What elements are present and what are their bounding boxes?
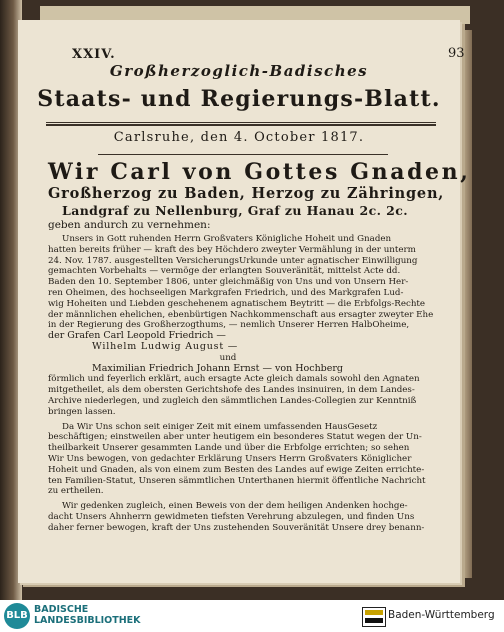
body-line: in der Regierung des Großherzogthums, — nemlich Unserer Herren HalbOheime, xyxy=(48,320,410,331)
body-line: Wir gedenken zugleich, einen Beweis von der dem heiligen Andenken hochge- xyxy=(62,501,408,512)
body-line: Da Wir Uns schon seit einiger Zeit mit einem umfassenden HausGesetz xyxy=(62,421,378,432)
issue-number: XXIV. xyxy=(72,47,116,62)
masthead-rule xyxy=(46,122,436,123)
decree-heading-line-4: geben andurch zu vernehmen: xyxy=(48,219,211,231)
body-line: beschäftigen; einstweilen aber unter heutigem ein besonderes Statut wegen der Un- xyxy=(48,432,422,443)
body-line: Wir Uns bewogen, von gedachter Erklärung Unsers Herrn Großvaters Königlicher xyxy=(48,453,412,464)
body-line: mitgetheilet, als dem obersten Gerichtshofe des Landes insinuiren, in dem Landes- xyxy=(48,385,415,396)
state-coat-of-arms-icon xyxy=(362,607,386,627)
page-stack-edge xyxy=(460,30,472,578)
body-line: ten Familien-Statut, Unseren sämmtlichen Unterthanen hiermit öffentliche Nachricht xyxy=(48,475,426,486)
blb-logo-icon[interactable]: BLB xyxy=(4,603,30,629)
masthead-line-1: Großherzoglich-Badisches xyxy=(109,62,369,80)
state-name[interactable]: Baden-Württemberg xyxy=(388,609,495,621)
body-line: wig Hoheiten und Liebden geschehenem agnatischem Beytritt — die Erbfolgs-Rechte xyxy=(48,298,426,309)
page-number: 93 xyxy=(448,46,465,61)
body-line-and: und xyxy=(219,352,237,363)
body-line: theilbarkeit Unserer gesammten Lande und über die Erbfolge errichten; so sehen xyxy=(48,443,410,454)
body-line: der männlichen ehelichen, ebenbürtigen Nachkommenschaft aus ersagter zweyter Ehe xyxy=(48,309,434,320)
body-line: gemachten Vorbehalts — vermöge der erlangten Souveränität, mittelst Acte dd. xyxy=(48,266,401,277)
dateline: Carlsruhe, den 4. October 1817. xyxy=(113,130,365,145)
body-line: förmlich und feyerlich erklärt, auch ersagte Acte gleich damals sowohl den Agnaten xyxy=(48,374,420,385)
body-line: zu ertheilen. xyxy=(48,486,104,497)
body-line: ren Oheimen, des hochseeligen Markgrafen Friedrich, und des Markgrafen Lud- xyxy=(48,287,404,298)
library-name-line-2: LANDESBIBLIOTHEK xyxy=(34,615,141,626)
decree-body xyxy=(48,234,448,534)
body-line: 24. Nov. 1787. ausgestellten VersicherungsUrkunde unter agnatischer Einwilligung xyxy=(48,255,418,266)
body-line-name: der Grafen Carl Leopold Friedrich — xyxy=(48,331,226,342)
body-line: dacht Unsers Ahnherrn gewidmeten tiefsten Verehrung abzulegen, und finden Uns xyxy=(48,511,415,522)
decree-heading-line-2: Großherzog zu Baden, Herzog zu Zähringen, xyxy=(48,185,445,202)
body-line: daher ferner bewogen, kraft der Uns zustehenden Souveränität Unsere drey benann- xyxy=(48,522,425,533)
body-line: bringen lassen. xyxy=(48,406,116,417)
body-line-name: Maximilian Friedrich Johann Ernst — von Hochberg xyxy=(92,363,344,374)
body-line: Hoheit und Gnaden, als von einem zum Besten des Landes auf ewige Zeiten errichte- xyxy=(48,464,425,475)
body-line: Unsers in Gott ruhenden Herrn Großvaters Königliche Hoheit und Gnaden xyxy=(62,234,392,244)
library-name-line-1: BADISCHE xyxy=(34,604,89,615)
dateline-rule xyxy=(98,154,388,155)
body-line: Archive niederlegen, und zugleich den sämmtlichen Landes-Collegien zur Kenntniß xyxy=(48,395,417,406)
document-page xyxy=(18,20,471,583)
body-line-name: Wilhelm Ludwig August — xyxy=(92,341,239,352)
body-line: hatten bereits früher — kraft des bey Höchdero zweyter Vermählung in der unterm xyxy=(48,244,416,255)
library-name[interactable] xyxy=(34,604,141,626)
decree-heading-line-3: Landgraf zu Nellenburg, Graf zu Hanau 2c. 2c. xyxy=(62,203,409,218)
masthead-rule-thick xyxy=(46,124,436,126)
masthead-line-2: Staats- und Regierungs-Blatt. xyxy=(37,86,441,112)
body-line: Baden den 10. September 1806, unter gleichmäßig von Uns und von Unsern Her- xyxy=(48,277,409,288)
decree-heading-line-1: Wir Carl von Gottes Gnaden, xyxy=(48,159,471,185)
